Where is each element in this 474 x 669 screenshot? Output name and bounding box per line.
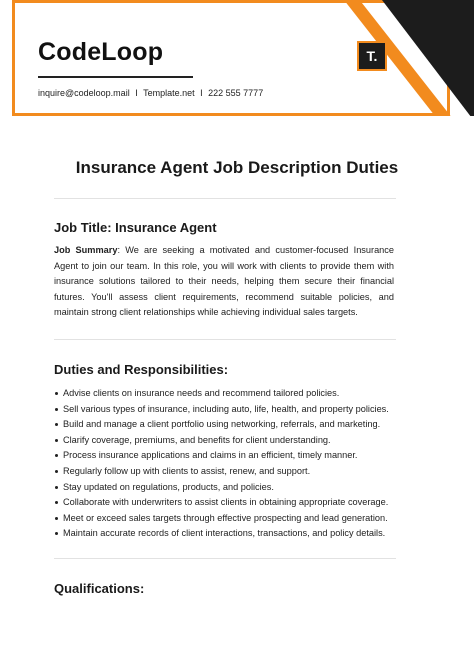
list-item: Maintain accurate records of client interactions, transactions, and policy details. xyxy=(54,526,404,542)
duties-heading: Duties and Responsibilities: xyxy=(54,362,229,377)
logo-letter: T. xyxy=(366,48,378,64)
list-item: Process insurance applications and claims in an efficient, timely manner. xyxy=(54,448,404,464)
duties-list xyxy=(54,386,404,542)
list-item: Build and manage a client portfolio using networking, referrals, and marketing. xyxy=(54,417,404,433)
brand-underline xyxy=(38,76,193,78)
job-summary-text: : We are seeking a motivated and customer-focused Insurance Agent to join our team. In this role, you will work with clients to provide them with insurance solutions tailored to their needs, helping them secure their financial futures. You'll assess client requirements, recommend suitable policies, and maintain strong client relationships while achieving individual sales targets. xyxy=(54,245,394,318)
template-logo-icon xyxy=(357,41,387,71)
divider xyxy=(54,198,396,199)
list-item: Clarify coverage, premiums, and benefits for client understanding. xyxy=(54,433,404,449)
contact-phone: 222 555 7777 xyxy=(208,88,264,98)
contact-line xyxy=(38,88,266,98)
list-item: Collaborate with underwriters to assist clients in obtaining appropriate coverage. xyxy=(54,495,404,511)
document-header xyxy=(0,0,474,116)
job-title-heading: Job Title: Insurance Agent xyxy=(54,220,217,235)
contact-email[interactable]: inquire@codeloop.mail xyxy=(38,88,130,98)
job-summary-label: Job Summary xyxy=(54,245,118,255)
divider xyxy=(54,558,396,559)
contact-separator: I xyxy=(200,88,203,98)
qualifications-heading: Qualifications: xyxy=(54,581,145,596)
contact-separator: I xyxy=(135,88,138,98)
job-summary xyxy=(54,243,394,321)
list-item: Advise clients on insurance needs and recommend tailored policies. xyxy=(54,386,404,402)
list-item: Sell various types of insurance, including auto, life, health, and property policies. xyxy=(54,402,404,418)
list-item: Regularly follow up with clients to assist, renew, and support. xyxy=(54,464,404,480)
divider xyxy=(54,339,396,340)
document-title: Insurance Agent Job Description Duties xyxy=(75,158,399,177)
company-name: CodeLoop xyxy=(38,38,164,66)
list-item: Meet or exceed sales targets through effective prospecting and lead generation. xyxy=(54,511,404,527)
list-item: Stay updated on regulations, products, and policies. xyxy=(54,480,404,496)
contact-website[interactable]: Template.net xyxy=(143,88,195,98)
